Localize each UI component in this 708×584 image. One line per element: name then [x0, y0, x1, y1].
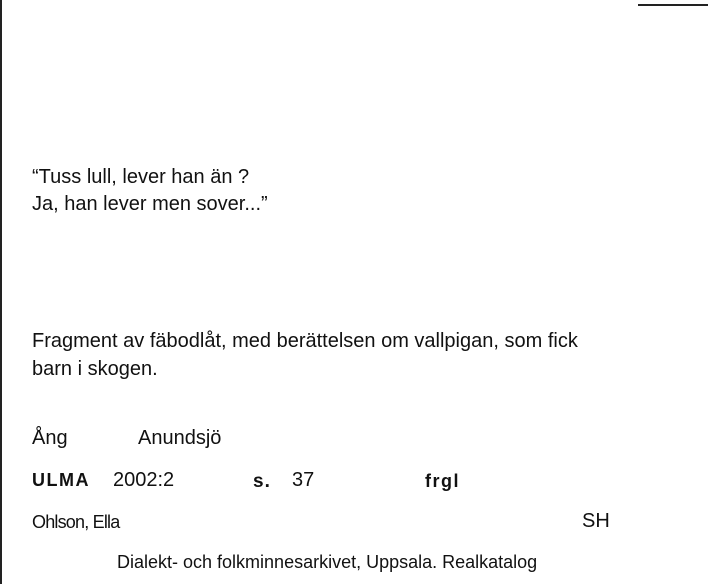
category-code: frgl [425, 471, 460, 491]
description-line-2: barn i skogen. [32, 358, 158, 380]
informant-name: Ohlson, Ella [32, 512, 120, 532]
place-name: Anundsjö [138, 427, 222, 449]
page-label: s. [253, 471, 271, 492]
parish-label: Ång [32, 427, 68, 449]
card-top-rule [638, 4, 708, 6]
description-line-1: Fragment av fäbodlåt, med berättelsen om vallpigan, som fick [32, 330, 578, 352]
quote-line-1: “Tuss lull, lever han än ? [32, 166, 250, 188]
archive-code: ULMA [32, 470, 90, 490]
accession-number: 2002:2 [113, 469, 175, 491]
card-left-edge [0, 0, 2, 584]
collector-initials: SH [582, 510, 610, 532]
page-number: 37 [292, 469, 315, 491]
quote-line-2: Ja, han lever men sover...” [32, 193, 268, 215]
archive-footer: Dialekt- och folkminnesarkivet, Uppsala. Realkatalog [117, 552, 538, 572]
